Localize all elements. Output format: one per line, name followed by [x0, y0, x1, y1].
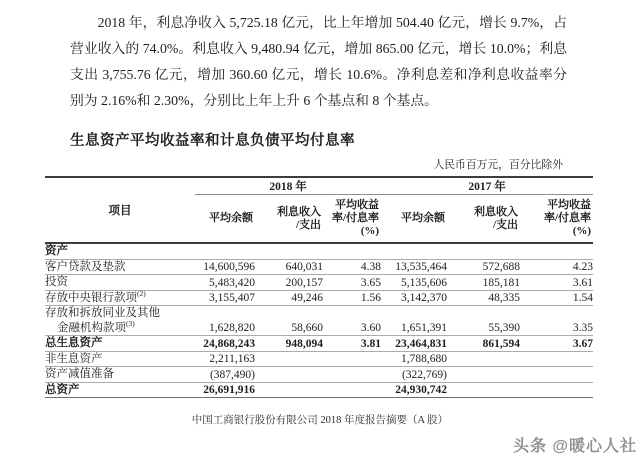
cell-2017-avg-balance: 23,464,831 [395, 337, 448, 350]
cell-2017-interest [447, 351, 520, 367]
row-total-assets [45, 382, 593, 398]
cell-2018-interest [255, 382, 323, 398]
row-label [45, 290, 195, 306]
row-assets-section [45, 243, 593, 259]
col-group-2017: 2017 年 [381, 177, 593, 195]
row-label: 总资产 [45, 383, 80, 396]
sub-header-label: 率/付息率 [543, 212, 592, 224]
row-central-bank-deposits [45, 290, 593, 306]
footnote-marker: (3) [126, 318, 135, 328]
sub-header-label: /支出 [492, 218, 519, 231]
cell-2018-yield [323, 382, 381, 398]
cell-2017-interest [447, 367, 520, 383]
section-title: 生息资产平均收益率和计息负债平均付息率 [70, 133, 355, 149]
empty-cell [447, 243, 520, 259]
cell-2018-interest [255, 367, 323, 383]
year-header-row [45, 177, 593, 195]
intro-paragraph: 2018 年，利息净收入 5,725.18 亿元，比上年增加 504.40 亿元，增长 9.7%，占营业收入的 74.0%。利息收入 9,480.94 亿元，增加 865.00 亿元，增长 10.0%；利息支出 3,755.76 亿元，增加 360.60 亿元，增长 10.6%。净利息差和净利息收益率分别为 2.16%和 2.30%，分别比上年上升 6 个基点和 8 个基点。 [70, 15, 567, 108]
cell-2017-interest: 185,181 [482, 276, 521, 289]
cell-2018-interest: 49,246 [291, 292, 323, 304]
sub-header-label: 利息收入 [277, 205, 321, 218]
cell-2018-interest: 948,094 [285, 337, 323, 350]
row-label: 资产 [45, 245, 68, 257]
table-unit-note: 人民币百万元，百分比除外 [433, 159, 563, 171]
row-label: 投资 [45, 276, 68, 288]
row-label-line2 [45, 318, 195, 336]
row-label: 资产减值准备 [45, 368, 114, 380]
row-interbank-deposits [45, 306, 593, 336]
cell-2017-yield: 4.23 [572, 261, 594, 273]
empty-cell [255, 243, 323, 259]
row-non-interest-earning-assets [45, 351, 593, 367]
col-header-avg-balance-2018 [195, 195, 255, 244]
cell-2017-avg-balance: 1,788,680 [401, 353, 448, 365]
cell-2017-interest: 861,594 [482, 337, 521, 350]
row-customer-loans [45, 259, 593, 275]
sub-header-label: 利息收入 [474, 205, 519, 218]
sub-header-label: 平均余额 [209, 212, 253, 224]
row-total-interest-earning-assets [45, 336, 593, 352]
cell-2018-yield: 3.81 [360, 337, 382, 350]
cell-2018-avg-balance: 26,691,916 [203, 384, 255, 396]
cell-2018-avg-balance: 1,628,820 [209, 322, 255, 334]
empty-cell [195, 243, 255, 259]
cell-2018-interest: 58,660 [291, 322, 323, 334]
cell-2018-avg-balance: 24,868,243 [203, 337, 255, 350]
col-header-interest-2018 [255, 195, 323, 244]
cell-2018-interest: 640,031 [285, 261, 323, 273]
cell-2018-yield: 3.60 [360, 322, 382, 334]
cell-2017-avg-balance: 24,930,742 [395, 384, 448, 396]
cell-2018-interest [255, 351, 323, 367]
cell-2017-yield: 3.67 [572, 337, 594, 350]
col-header-yield-2017 [520, 195, 593, 244]
col-header-item: 项目 [45, 177, 195, 243]
sub-header-label: 率/付息率 [331, 212, 380, 224]
cell-2017-avg-balance: (322,769) [401, 368, 448, 381]
empty-cell [323, 243, 381, 259]
cell-2017-interest: 572,688 [482, 261, 521, 273]
cell-2017-interest: 48,335 [488, 292, 521, 304]
cell-2018-yield: 3.65 [360, 276, 382, 289]
col-header-interest-2017 [447, 195, 520, 244]
row-investment [45, 275, 593, 291]
footnote-marker: (2) [137, 288, 146, 298]
sub-header-label: 平均收益 [547, 199, 592, 211]
cell-2018-avg-balance: 14,600,596 [203, 261, 255, 273]
row-label-text: 金融机构款项 [57, 321, 126, 334]
cell-2018-avg-balance: (387,490) [209, 368, 255, 381]
sub-header-label: (%) [360, 225, 380, 237]
footer-text: 中国工商银行股份有限公司 2018 年度报告摘要（A 股） [191, 415, 449, 426]
cell-2017-avg-balance: 3,142,370 [401, 292, 448, 304]
col-header-avg-balance-2017 [381, 195, 447, 244]
cell-2017-yield [520, 367, 593, 383]
cell-2017-avg-balance: 1,651,391 [401, 322, 448, 334]
cell-2017-yield: 3.35 [572, 322, 594, 334]
average-yield-table [45, 176, 593, 398]
cell-2018-yield [323, 367, 381, 383]
cell-2017-yield: 1.54 [572, 292, 594, 304]
cell-2017-avg-balance: 13,535,464 [395, 261, 448, 273]
cell-2018-yield: 4.38 [360, 261, 382, 273]
sub-header-label: /支出 [295, 218, 321, 231]
sub-header-label: 平均余额 [401, 212, 446, 224]
col-header-yield-2018 [323, 195, 381, 244]
cell-2017-interest [447, 382, 520, 398]
empty-cell [381, 243, 447, 259]
row-impairment-allowance [45, 367, 593, 383]
cell-2018-yield: 1.56 [360, 292, 382, 304]
cell-2018-interest: 200,157 [285, 276, 323, 289]
cell-2017-yield [520, 382, 593, 398]
cell-2018-avg-balance: 2,211,163 [209, 353, 255, 365]
sub-header-label: 平均收益 [335, 199, 380, 211]
empty-cell [520, 243, 593, 259]
cell-2017-yield: 3.61 [572, 276, 594, 289]
cell-2018-yield [323, 351, 381, 367]
row-label: 客户贷款及垫款 [45, 260, 126, 273]
cell-2017-interest: 55,390 [488, 322, 521, 334]
row-label: 总生息资产 [45, 337, 103, 349]
sub-header-label: (%) [572, 225, 592, 237]
cell-2018-avg-balance: 3,155,407 [209, 292, 255, 304]
col-group-2018: 2018 年 [195, 177, 381, 195]
row-label-line1: 存放和拆放同业及其他 [45, 307, 160, 319]
row-label: 非生息资产 [45, 352, 103, 365]
row-label [45, 306, 195, 336]
cell-2018-avg-balance: 5,483,420 [209, 276, 255, 289]
cell-2017-yield [520, 351, 593, 367]
row-label-text: 存放中央银行款项 [45, 291, 137, 304]
watermark: 头条 @暖心人社 [512, 438, 637, 455]
cell-2017-avg-balance: 5,135,606 [401, 276, 448, 289]
